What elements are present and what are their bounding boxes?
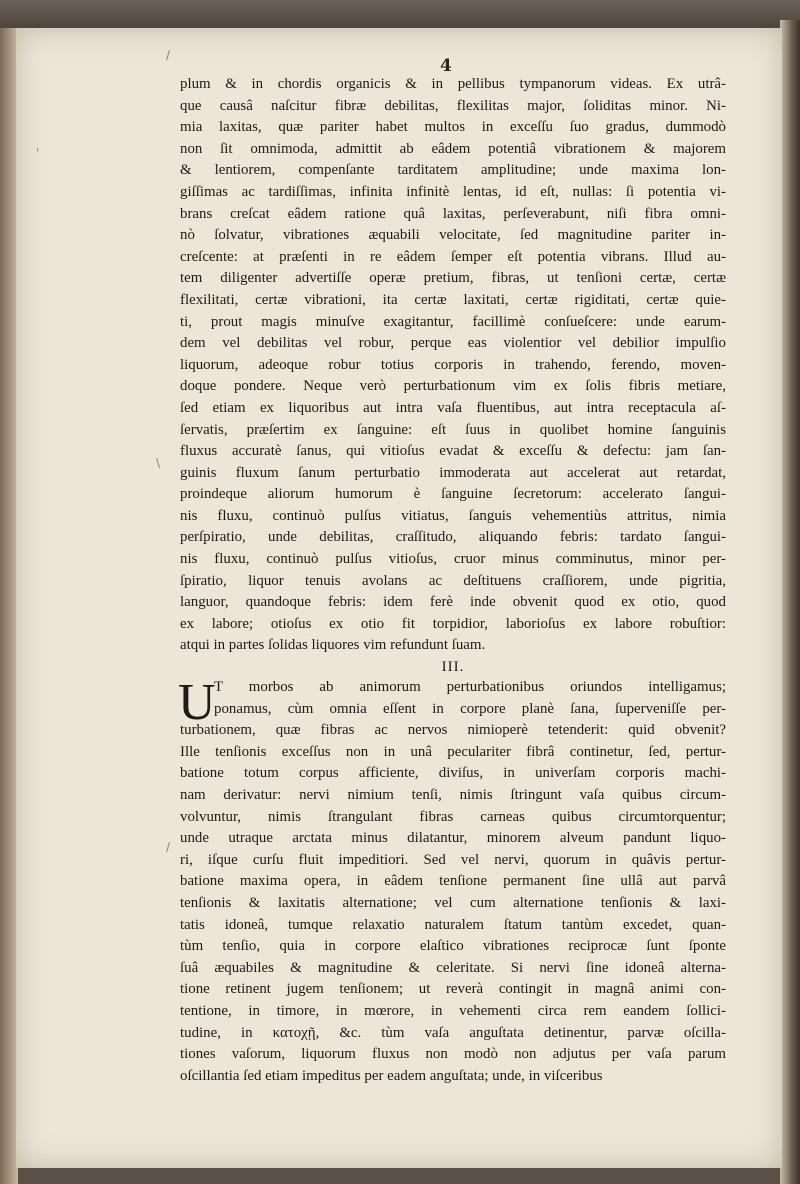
text-line: ri, iſque curſu fluit impeditiori. Sed vel nervi, quorum in quâvis pertur- — [180, 851, 726, 868]
book-binding-top — [0, 0, 800, 30]
text-line: brans creſcat eâdem ratione quâ laxitas, perſeverabunt, niſi fibra omni- — [180, 205, 726, 222]
paragraph-2 — [178, 674, 726, 1087]
text-line: batione totum corpus afficiente, diviſus, in univerſam corporis machi- — [180, 765, 726, 782]
text-line: tem diligenter advertiſſe operæ pretium, fibras, ut tenſioni certæ, certæ — [180, 270, 726, 287]
text-line: T morbos ab animorum perturbationibus oriundos intelligamus; — [214, 679, 726, 696]
text-line: nò ſolvatur, vibrationes æquabili velocitate, ſed magnitudine pariter in- — [180, 227, 726, 244]
text-line: giſſimas ac tardiſſimas, infinita infinitè lentas, id eſt, nullas: ſi potentia vi- — [180, 183, 726, 200]
text-line: tùm tenſio, quia in corpore elaſtico vibrationes reciprocæ ſunt ſponte — [180, 938, 726, 955]
page-number: 4 — [440, 56, 452, 76]
paragraph-2-wrap — [178, 674, 726, 1087]
text-line: ex labore; otioſus ex otio fit torpidior, laborioſus ex labore robuſtior: — [180, 615, 726, 632]
text-line: perſpiratio, unde debilitas, craſſitudo, aliquando febris: tardato ſangui- — [180, 529, 726, 546]
text-line: fluxus accuratè ſanus, qui vitioſus evadat & exceſſu & defectu: jam ſan- — [180, 443, 726, 460]
text-line: ſpiratio, liquor tenuis avolans ac deſtituens craſſiorem, unde pigritia, — [180, 572, 726, 589]
text-line: nam derivatur: nervi nimium tenſi, nimis ſtringunt vaſa quibus circum- — [180, 787, 726, 803]
text-line: tudine, in κατοχῇ, &c. tùm vaſa anguſtata detinentur, parvæ oſcilla- — [180, 1024, 726, 1041]
text-line: oſcillantia ſed etiam impeditus per eadem anguſtata; unde, in viſceribus — [180, 1067, 603, 1084]
text-line: volvuntur, nimis ſtrangulant fibras carneas quibus circumtorquentur; — [180, 808, 726, 825]
body-text — [180, 74, 726, 1087]
text-line: doque pondere. Neque verò perturbationum vim ex ſolis fibris metiare, — [180, 378, 726, 395]
text-line: nis fluxu, continuò pulſus vitiatus, ſanguis vehementiùs attritus, nimia — [180, 507, 726, 524]
text-line: guinis fluxum ſanum perturbatio immoderata aut accelerat aut retardat, — [180, 464, 726, 481]
drop-cap: U — [178, 674, 216, 732]
text-line: atqui in partes ſolidas liquores vim refundunt ſuam. — [180, 637, 486, 654]
text-line: batione maxima opera, in eâdem tenſione permanent ſine ullâ aut parvâ — [180, 873, 726, 890]
section-heading: III. — [441, 659, 465, 676]
text-line: mia laxitas, quæ pariter habet multos in exceſſu ſuo gradus, dummodò — [180, 119, 726, 136]
text-line: ſed etiam ex liquoribus aut intra vaſa fluentibus, aut intra receptacula aſ- — [180, 399, 726, 416]
text-line: dem vel debilitas vel robur, perque eas violentior vel debilior impulſio — [180, 335, 726, 352]
text-line: ti, prout magis minuſve exagitantur, facillimè conſueſcere: unde earum- — [180, 313, 726, 330]
text-line: tiones vaſorum, liquorum fluxus non modò non adjutus per vaſa parum — [180, 1046, 726, 1063]
book-binding-right — [780, 20, 800, 1184]
text-line: tenſionis & laxitatis alternatione; vel cum alternatione tenſionis & laxi- — [180, 894, 726, 911]
text-line: tentione, in timore, in mœrore, in vehementi circa rem eandem ſollici- — [180, 1002, 726, 1019]
text-line: tatis idoneâ, tumque relaxatio naturalem ſtatum tantùm excedet, quan- — [180, 916, 726, 933]
text-line: Ille tenſionis exceſſus non in unâ peculariter fibrâ continetur, ſed, pertur- — [180, 743, 726, 760]
text-line: ponamus, cùm omnia eſſent in corpore planè ſana, ſuperveniſſe per- — [214, 700, 726, 717]
margin-mark: ' — [36, 146, 40, 160]
margin-mark: \ — [156, 456, 161, 470]
text-line: ſuâ æquabiles & magnitudine & celeritate. Si nervi ſine idoneâ alterna- — [180, 959, 726, 976]
text-line: unde utraque arctata minus dilatantur, minorem alveum pandunt liquo- — [180, 830, 726, 847]
text-line: & lentiorem, compenſante tarditatem amplitudine; unde maxima lon- — [180, 162, 726, 179]
text-line: turbationem, quæ fibras ac nervos nimioperè tetenderit: quid obvenit? — [180, 722, 726, 739]
text-line: liquorum, adeoque robur totius corporis in trahendo, ferendo, moven- — [180, 356, 726, 373]
text-line: tione retinent jugem tenſionem; ut reverà contingit in magnâ animi con- — [180, 981, 726, 998]
text-line: flexilitati, certæ vibrationi, ita certæ laxitati, certæ rigiditati, certæ quie- — [180, 291, 726, 308]
margin-mark: / — [166, 48, 171, 62]
text-line: ſervatis, præſertim ex ſanguine: eſt ſuus in quolibet homine ſanguinis — [180, 421, 726, 438]
text-line: languor, quandoque febris: idem ferè inde obvenit quod ex otio, quod — [180, 594, 726, 611]
paragraph-1 — [180, 74, 726, 657]
margin-mark: / — [166, 840, 171, 854]
text-line: creſcente: at præſenti in re eâdem ſemper eſt potentia vibrans. Illud au- — [180, 248, 726, 265]
text-line: nis fluxu, continuò pulſus vitioſus, cruor minus comminutus, minor per- — [180, 551, 726, 568]
text-line: non ſit omnimoda, admittit ab eâdem potentiâ vibrationem & majorem — [180, 140, 726, 157]
text-line: que causâ naſcitur fibræ debilitas, flexilitas major, ſoliditas minor. Ni- — [180, 97, 726, 114]
text-line: plum & in chordis organicis & in pellibus tympanorum videas. Ex utrâ- — [180, 76, 726, 92]
text-line: proindeque aliorum humorum è ſanguine ſecretorum: accelerato ſangui- — [180, 486, 726, 503]
page-paper — [16, 28, 782, 1168]
